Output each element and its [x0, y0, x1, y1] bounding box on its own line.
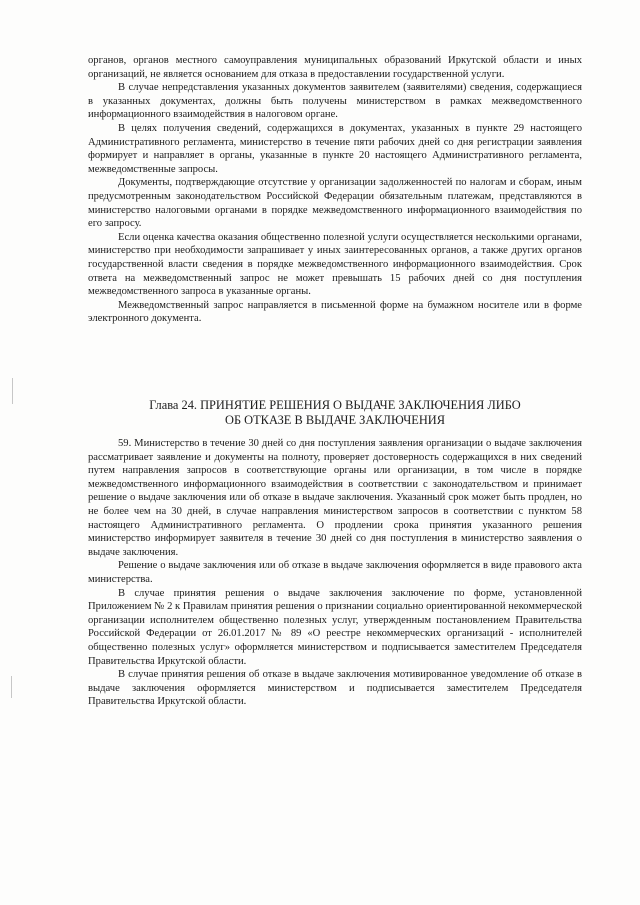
- paragraph-continuation: органов, органов местного самоуправления муниципальных образований Иркутской области и иных организаций, не является основанием для отказа в предоставлении государственной услуги.: [88, 55, 582, 80]
- paragraph: В случае непредставления указанных документов заявителем (заявителями) сведения, содержащиеся в указанных документах, должны быть получены министерством в рамках межведомственного информационного взаимодействия в налоговом органе.: [88, 82, 582, 121]
- paragraph: В случае принятия решения об отказе в выдаче заключения мотивированное уведомление об отказе в выдаче заключения оформляется министерством и подписывается заместителем Председателя Правительства Иркутской области.: [88, 669, 582, 708]
- chapter-heading-line-1: Глава 24. ПРИНЯТИЕ РЕШЕНИЯ О ВЫДАЧЕ ЗАКЛЮЧЕНИЯ ЛИБО: [149, 398, 521, 412]
- paragraph: Если оценка качества оказания общественно полезной услуги осуществляется несколькими органами, министерство при необходимости запрашивает у иных заинтересованных органов, а также других органов государственной власти сведения в порядке межведомственного информационного взаимодействия. Срок ответа на межведомственный запрос не может превышать 15 рабочих дней со дня поступления межведомственного запроса в указанные органы.: [88, 231, 582, 298]
- chapter-heading: [88, 398, 582, 428]
- text-block-top: [88, 54, 582, 326]
- paragraph: Межведомственный запрос направляется в письменной форме на бумажном носителе или в форме электронного документа.: [88, 299, 582, 325]
- text-block-bottom: [88, 437, 582, 709]
- paragraph: В случае принятия решения о выдаче заключения заключение по форме, установленной Приложением № 2 к Правилам принятия решения о признании социально ориентированной некоммерческой организации исполнителем общественно полезных услуг, утвержденным постановлением Правительства Российской Федерации от 26.01.2017 № 89 «О реестре некоммерческих организаций - исполнителей общественно полезных услуг» оформляется министерством и подписывается заместителем Председателя Правительства Иркутской области.: [88, 587, 582, 667]
- paragraph: В целях получения сведений, содержащихся в документах, указанных в пункте 29 настоящего Административного регламента, министерство в течение пяти рабочих дней со дня регистрации заявления формирует и направляет в органы, указанные в пункте 20 настоящего Административного регламента, межведомственные запросы.: [88, 122, 582, 175]
- paragraph: Документы, подтверждающие отсутствие у организации задолженностей по налогам и сборам, иным предусмотренным законодательством Российской Федерации обязательным платежам, представляются в министерство налоговыми органами в порядке межведомственного информационного взаимодействия по его запросу.: [88, 177, 582, 230]
- paragraph: Решение о выдаче заключения или об отказе в выдаче заключения оформляется в виде правового акта министерства.: [88, 560, 582, 585]
- chapter-heading-line-2: ОБ ОТКАЗЕ В ВЫДАЧЕ ЗАКЛЮЧЕНИЯ: [225, 413, 445, 427]
- margin-scan-mark: [11, 676, 12, 698]
- margin-scan-mark: [12, 378, 13, 404]
- paragraph-item-59: 59. Министерство в течение 30 дней со дня поступления заявления организации о выдаче заключения рассматривает заявление и документы на полноту, проверяет достоверность содержащихся в них сведений путем направления запросов в соответствующие органы или организации, в том числе в порядке межведомственного информационного взаимодействия в соответствии с законодательством и принимает решение о выдаче заключения или об отказе в выдаче заключения. Указанный срок может быть продлен, но не более чем на 30 дней, в случае направления министерством запросов в соответствии с пунктом 58 настоящего Административного регламента. О продлении срока принятия указанного решения министерство информирует заявителя в течение 30 дней со дня поступления в министерство заявления о выдаче заключения.: [88, 438, 582, 558]
